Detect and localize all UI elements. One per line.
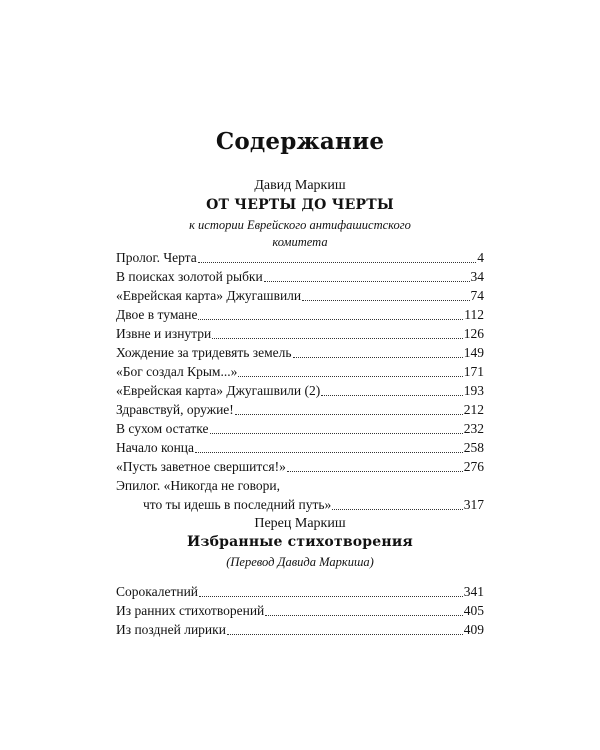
toc-leader-dots [287, 471, 463, 472]
toc-entry-label: Двое в тумане [116, 307, 198, 322]
toc-entry-second-line [116, 495, 484, 514]
toc-entry-page: 149 [463, 345, 484, 360]
toc-entry[interactable] [116, 305, 484, 324]
section-2-subtitle: (Перевод Давида Маркиша) [226, 555, 374, 569]
toc-leader-dots [265, 615, 462, 616]
toc-entry[interactable] [116, 457, 484, 476]
toc-entry-page: 232 [463, 421, 484, 436]
toc-leader-dots [321, 395, 463, 396]
toc-entry[interactable] [116, 400, 484, 419]
toc-leader-dots [210, 433, 463, 434]
toc-entry-label-line-1: Эпилог. «Никогда не говори, [116, 478, 280, 493]
toc-leader-dots [198, 319, 463, 320]
toc-leader-dots [212, 338, 463, 339]
toc-entry[interactable] [116, 362, 484, 381]
toc-entry-label: «Пусть заветное свершится!» [116, 459, 286, 474]
section-2-title: Избранные стихотворения [187, 534, 413, 550]
toc-entry[interactable] [116, 601, 484, 620]
toc-entry-label: В поисках золотой рыбки [116, 269, 263, 284]
toc-entry-page: 409 [463, 622, 484, 637]
toc-entry[interactable] [116, 343, 484, 362]
section-2-author: Перец Маркиш [254, 516, 346, 531]
toc-entry[interactable] [116, 286, 484, 305]
toc-leader-dots [302, 300, 469, 301]
section-1-author: Давид Маркиш [254, 178, 346, 193]
toc-entry-label: «Еврейская карта» Джугашвили [116, 288, 302, 303]
toc-entry-label: Начало конца [116, 440, 195, 455]
page-title: Содержание [215, 128, 385, 155]
toc-entry-page: 4 [477, 250, 484, 265]
toc-entry-page: 212 [463, 402, 484, 417]
toc-entry-label: «Еврейская карта» Джугашвили (2) [116, 383, 321, 398]
toc-leader-dots [235, 414, 463, 415]
toc-leader-dots [198, 262, 477, 263]
toc-leader-dots [199, 596, 463, 597]
toc-entry-page: 317 [463, 497, 484, 512]
toc-leader-dots [332, 509, 462, 510]
toc-entry-label: Хождение за тридевять земель [116, 345, 292, 360]
toc-entry-epilogue[interactable] [116, 476, 484, 514]
section-1-title: ОТ ЧЕРТЫ ДО ЧЕРТЫ [206, 197, 394, 213]
toc-entry-page: 341 [463, 584, 484, 599]
section-2-toc [116, 582, 484, 639]
toc-entry-page: 405 [463, 603, 484, 618]
toc-entry[interactable] [116, 267, 484, 286]
toc-entry-label: Пролог. Черта [116, 250, 197, 265]
toc-entry-label: Извне и изнутри [116, 326, 212, 341]
toc-leader-dots [238, 376, 462, 377]
toc-entry-page: 126 [463, 326, 484, 341]
toc-entry[interactable] [116, 582, 484, 601]
section-1-subtitle-line-2: комитета [272, 235, 328, 249]
toc-entry-page: 112 [464, 307, 484, 322]
toc-entry-page: 34 [470, 269, 484, 284]
toc-entry-page: 276 [463, 459, 484, 474]
toc-entry-label: Из поздней лирики [116, 622, 226, 637]
toc-entry-label: Из ранних стихотворений [116, 603, 265, 618]
toc-entry[interactable] [116, 620, 484, 639]
toc-leader-dots [227, 634, 463, 635]
toc-entry-label: В сухом остатке [116, 421, 209, 436]
toc-entry-label-line-2: что ты идешь в последний путь» [143, 497, 332, 512]
toc-entry-label: Сорокалетний [116, 584, 199, 599]
toc-entry[interactable] [116, 381, 484, 400]
toc-entry-page: 74 [470, 288, 484, 303]
toc-entry-page: 258 [463, 440, 484, 455]
toc-entry-page: 193 [463, 383, 484, 398]
toc-entry[interactable] [116, 248, 484, 267]
section-1-subtitle-line-1: к истории Еврейского антифашистского [189, 218, 411, 232]
toc-leader-dots [195, 452, 463, 453]
toc-entry[interactable] [116, 419, 484, 438]
toc-entry-label: «Бог создал Крым...» [116, 364, 238, 379]
toc-entry-label: Здравствуй, оружие! [116, 402, 234, 417]
toc-leader-dots [264, 281, 470, 282]
toc-entry[interactable] [116, 438, 484, 457]
toc-entry[interactable] [116, 324, 484, 343]
toc-entry-page: 171 [463, 364, 484, 379]
section-1-toc [116, 248, 484, 514]
toc-leader-dots [293, 357, 463, 358]
